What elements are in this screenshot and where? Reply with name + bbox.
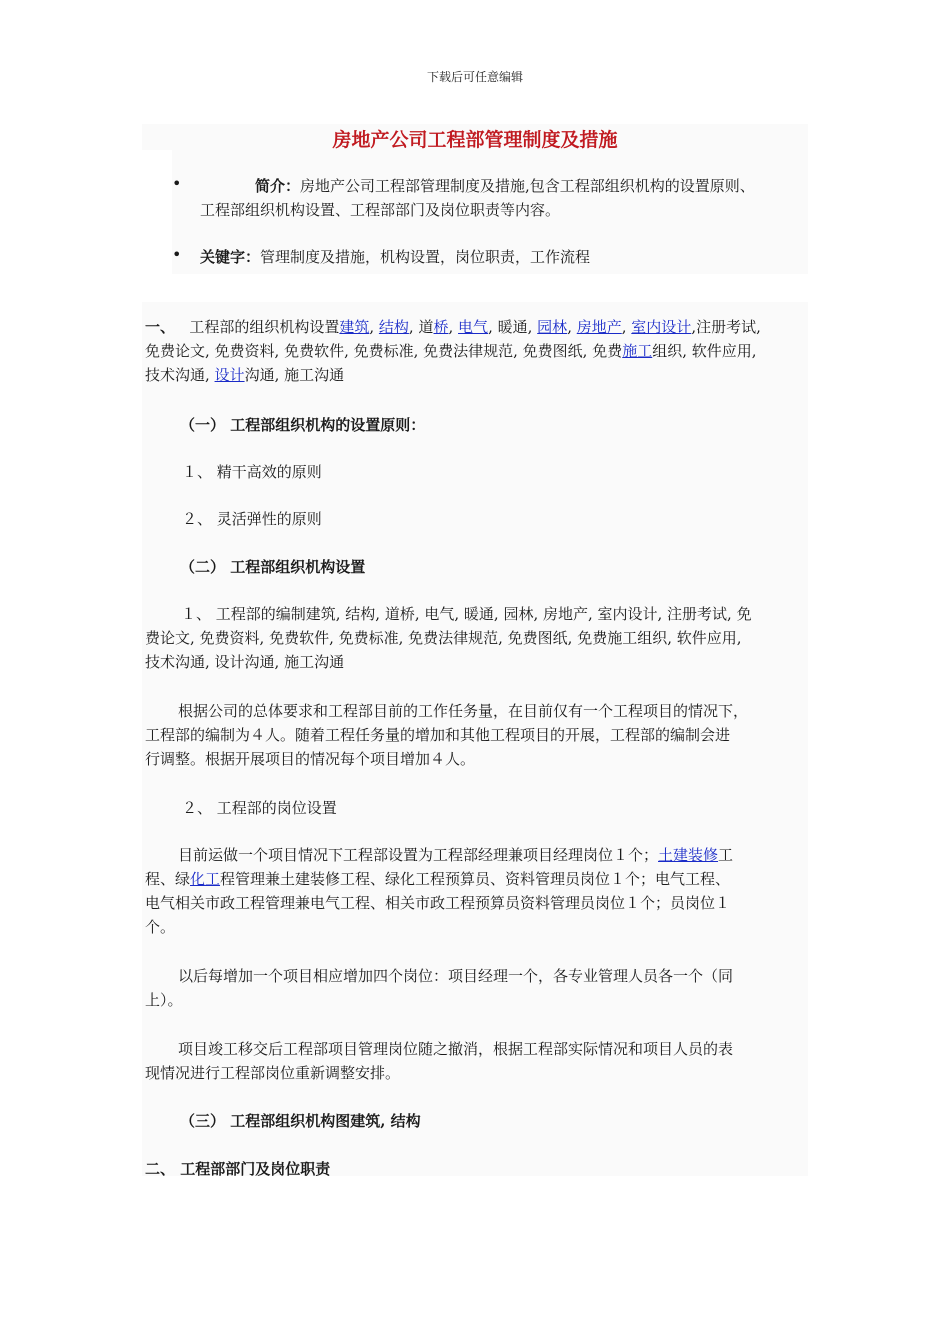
summary-text-2: 工程部组织机构设置、工程部部门及岗位职责等内容。 <box>200 201 561 219</box>
link-fangdichan[interactable]: 房地产 <box>576 318 622 336</box>
link-qiao[interactable]: 桥 <box>433 318 449 336</box>
link-tujianzhuangxiu[interactable]: 土建装修 <box>658 846 719 864</box>
sub1-item2: ２、 灵活弹性的原则 <box>182 510 322 528</box>
section1-text-nuantong: 暖通 <box>497 318 528 336</box>
summary-label: 简介： <box>255 177 301 195</box>
sub2-para3-line1: 以后每增加一个项目相应增加四个岗位：项目经理一个，各专业管理人员各一个（同 <box>178 967 734 985</box>
sub2-para1-line3: 行调整。根据开展项目的情况每个项目增加４人。 <box>145 750 476 768</box>
section1-text-dao: 道 <box>418 318 434 336</box>
keywords-block <box>200 245 810 269</box>
sub2-para2-line2a: 程、绿 <box>145 870 191 888</box>
sub2-item1-block <box>145 602 809 674</box>
summary-block <box>200 174 810 222</box>
sub2-para4-line1: 项目竣工移交后工程部项目管理岗位随之撤消，根据工程部实际情况和项目人员的表 <box>178 1040 734 1058</box>
sub2-para3-line2: 上）。 <box>145 991 183 1009</box>
sub2-para3 <box>145 964 809 1012</box>
link-jiegou[interactable]: 结构 <box>378 318 409 336</box>
section1-line3b: 沟通, 施工沟通 <box>244 366 345 384</box>
bullet-dot-keywords: • <box>172 245 182 264</box>
keywords-text: 管理制度及措施，机构设置，岗位职责，工作流程 <box>260 248 591 266</box>
section1-number: 一、 <box>145 318 176 336</box>
sub2-para2 <box>145 843 809 939</box>
link-shineisheji[interactable]: 室内设计 <box>631 318 692 336</box>
sub1-heading: （一） 工程部组织机构的设置原则： <box>180 416 426 434</box>
sub2-para1-line1: 根据公司的总体要求和工程部目前的工作任务量，在目前仅有一个工程项目的情况下， <box>178 702 749 720</box>
sub2-item1-line3: 技术沟通, 设计沟通, 施工沟通 <box>145 653 345 671</box>
sub2-item2: ２、 工程部的岗位设置 <box>182 799 337 817</box>
link-yuanlin[interactable]: 园林 <box>537 318 568 336</box>
sub1-item1: １、 精干高效的原则 <box>182 463 322 481</box>
section1-line3a: 技术沟通, <box>145 366 215 384</box>
link-dianqi[interactable]: 电气 <box>458 318 489 336</box>
link-huagong[interactable]: 化工 <box>190 870 221 888</box>
document-title: 房地产公司工程部管理制度及措施 <box>332 129 618 151</box>
sub2-para4 <box>145 1037 809 1085</box>
sub2-para2-line3: 电气相关市政工程管理兼电气工程、相关市政工程预算员资料管理员岗位１个；员岗位１ <box>145 894 731 912</box>
section1-block: 一、 工程部的组织机构设置建筑, 结构, 道桥, 电气, 暖通, 园林, 房地产, 室内设计,注册考试, 免费论文, 免费资料, 免费软件, 免费标准, 免费法律规范, 免费图纸, 免费施工组织, 软件应用, 技术沟通, 设计沟通, 施工沟通 <box>145 318 761 384</box>
link-sheji[interactable]: 设计 <box>214 366 245 384</box>
sub2-para4-line2: 现情况进行工程部岗位重新调整安排。 <box>145 1064 401 1082</box>
sub3-heading: （三） 工程部组织机构图建筑, 结构 <box>180 1112 421 1130</box>
sub2-para2-line4: 个。 <box>145 918 176 936</box>
header-note: 下载后可任意编辑 <box>426 70 523 84</box>
section1-line2a: 免费论文, 免费资料, 免费软件, 免费标准, 免费法律规范, 免费图纸, 免费 <box>145 342 623 360</box>
section1-line2b: 组织, 软件应用, <box>652 342 757 360</box>
sub2-item1-line1: １、 工程部的编制建筑, 结构, 道桥, 电气, 暖通, 园林, 房地产, 室内设计, 注册考试, 免 <box>181 605 752 623</box>
sub2-para1-line2: 工程部的编制为４人。随着工程任务量的增加和其他工程项目的开展，工程部的编制会进 <box>145 726 731 744</box>
sub2-para1 <box>145 699 809 771</box>
section1-text-zhuce: 注册考试, <box>696 318 761 336</box>
sub2-para2-line2b: 程管理兼土建装修工程、绿化工程预算员、资料管理员岗位１个；电气工程、 <box>220 870 731 888</box>
link-shigong[interactable]: 施工 <box>622 342 653 360</box>
sub2-para2-line1a: 目前运做一个项目情况下工程部设置为工程部经理兼项目经理岗位１个； <box>178 846 659 864</box>
sub2-para2-line1b: 工 <box>718 846 734 864</box>
sub2-item1-line2: 费论文, 免费资料, 免费软件, 免费标准, 免费法律规范, 免费图纸, 免费施工组织, 软件应用, <box>145 629 742 647</box>
section2-heading: 二、 工程部部门及岗位职责 <box>145 1160 331 1178</box>
bullet-dot-summary: • <box>172 174 182 193</box>
keywords-label: 关键字： <box>200 248 261 266</box>
link-jianzhu[interactable]: 建筑 <box>339 318 370 336</box>
summary-text-1: 房地产公司工程部管理制度及措施,包含工程部组织机构的设置原则、 <box>300 177 755 195</box>
sub2-heading: （二） 工程部组织机构设置 <box>180 558 366 576</box>
section1-text-a: 工程部的组织机构设置 <box>189 318 340 336</box>
